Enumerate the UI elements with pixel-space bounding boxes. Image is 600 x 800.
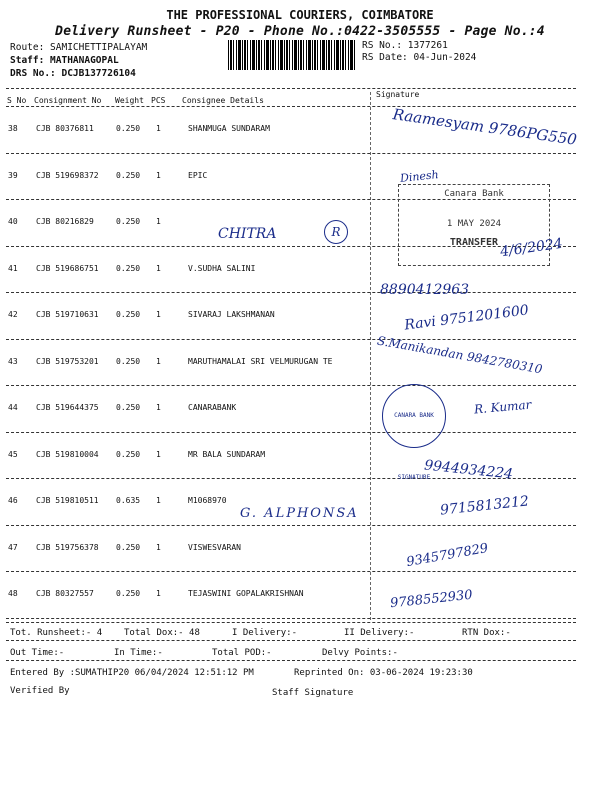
row-consignee: M1068970 bbox=[188, 496, 227, 505]
row-consignee: SHANMUGA SUNDARAM bbox=[188, 124, 270, 133]
signature-r48: 9788552930 bbox=[389, 587, 474, 612]
row-consignee: VISWESVARAN bbox=[188, 542, 241, 552]
col-consignee: Consignee Details bbox=[182, 96, 264, 105]
handwriting-r39-name: Dinesh bbox=[399, 168, 440, 185]
row-sno: 48 bbox=[8, 589, 18, 598]
row-weight: 0.250 bbox=[116, 542, 141, 552]
in-time: In Time:- bbox=[114, 648, 163, 658]
divider bbox=[6, 622, 576, 623]
i-delivery: I Delivery:- bbox=[232, 628, 298, 638]
signature-r40: 4/6/2024 bbox=[499, 235, 564, 261]
col-consignment: Consignment No bbox=[34, 96, 102, 105]
col-signature: Signature bbox=[376, 90, 420, 99]
row-divider bbox=[6, 618, 576, 619]
row-sno: 42 bbox=[8, 310, 18, 319]
row-sno: 40 bbox=[8, 217, 18, 226]
entered-by: Entered By :SUMATHIP20 06/04/2024 12:51:12 PM bbox=[10, 668, 254, 678]
divider bbox=[6, 88, 576, 89]
row-consignment: CJB 519810004 bbox=[36, 449, 99, 459]
row-weight: 0.250 bbox=[116, 310, 141, 319]
signature-r43: S.Manikandan 9842780310 bbox=[376, 333, 544, 377]
row-sno: 47 bbox=[8, 542, 18, 552]
company-name: THE PROFESSIONAL COURIERS, COIMBATORE bbox=[166, 8, 434, 22]
row-consignee: MARUTHAMALAI SRI VELMURUGAN TE bbox=[188, 356, 333, 366]
row-divider bbox=[6, 432, 576, 433]
row-consignment: CJB 80216829 bbox=[36, 217, 94, 226]
row-pcs: 1 bbox=[156, 217, 161, 226]
row-sno: 45 bbox=[8, 449, 18, 459]
row-pcs: 1 bbox=[156, 124, 161, 133]
rtn-dox: RTN Dox:- bbox=[462, 628, 511, 638]
row-weight: 0.250 bbox=[116, 403, 141, 412]
row-consignee: MR BALA SUNDARAM bbox=[188, 449, 266, 459]
out-time: Out Time:- bbox=[10, 648, 65, 658]
stamp-bank-name: Canara Bank bbox=[444, 189, 504, 199]
round-bank-stamp: CANARA BANK SIGNATURE bbox=[382, 384, 446, 448]
barcode bbox=[228, 40, 356, 70]
signature-r42: Ravi 9751201600 bbox=[403, 302, 530, 334]
row-pcs: 1 bbox=[156, 356, 161, 366]
row-pcs: 1 bbox=[156, 542, 161, 552]
row-weight: 0.250 bbox=[116, 449, 141, 459]
drs-number: DRS No.: DCJB137726104 bbox=[10, 68, 136, 79]
handwriting-r40-circle: R bbox=[324, 220, 348, 244]
handwriting-r40-name: CHITRA bbox=[218, 226, 277, 242]
row-sno: 43 bbox=[8, 356, 18, 366]
row-consignee: CANARABANK bbox=[188, 403, 237, 412]
col-weight: Weight bbox=[115, 96, 144, 105]
row-consignment: CJB 519810511 bbox=[36, 496, 99, 505]
divider bbox=[6, 660, 576, 661]
row-pcs: 1 bbox=[156, 170, 161, 180]
row-divider bbox=[6, 525, 576, 526]
handwriting-r46-name: G. ALPHONSA bbox=[240, 506, 359, 521]
row-pcs: 1 bbox=[156, 496, 161, 505]
runsheet-title: Delivery Runsheet - P20 - Phone No.:0422-3505555 - Page No.:4 bbox=[55, 24, 545, 39]
row-divider bbox=[6, 292, 576, 293]
row-consignment: CJB 519644375 bbox=[36, 403, 99, 412]
row-pcs: 1 bbox=[156, 263, 161, 273]
tot-runsheet: Tot. Runsheet:- 4 bbox=[10, 628, 103, 638]
row-consignee: EPIC bbox=[188, 170, 208, 180]
table-row bbox=[0, 527, 600, 567]
route-label: Route: SAMICHETTIPALAYAM bbox=[10, 42, 148, 53]
row-sno: 39 bbox=[8, 170, 18, 180]
row-consignment: CJB 80376811 bbox=[36, 124, 94, 133]
row-divider bbox=[6, 385, 576, 386]
row-weight: 0.250 bbox=[116, 170, 141, 180]
row-consignee: SIVARAJ LAKSHMANAN bbox=[188, 310, 275, 319]
verified-by: Verified By bbox=[10, 686, 70, 696]
signature-r47: 9345797829 bbox=[405, 540, 490, 571]
staff-signature: Staff Signature bbox=[272, 688, 354, 698]
staff-label: Staff: MATHANAGOPAL bbox=[10, 55, 119, 66]
stamp-date: 1 MAY 2024 bbox=[446, 219, 502, 229]
row-pcs: 1 bbox=[156, 310, 161, 319]
row-pcs: 1 bbox=[156, 589, 161, 598]
row-consignment: CJB 519756378 bbox=[36, 542, 99, 552]
rs-date: RS Date: 04-Jun-2024 bbox=[362, 52, 477, 63]
signature-r46: 9715813212 bbox=[439, 493, 530, 519]
row-pcs: 1 bbox=[156, 403, 161, 412]
row-consignment: CJB 519686751 bbox=[36, 263, 99, 273]
row-consignee: TEJASWINI GOPALAKRISHNAN bbox=[188, 589, 304, 598]
divider bbox=[6, 106, 576, 107]
col-pcs: PCS bbox=[151, 96, 166, 105]
stamp-transfer: TRANSFER bbox=[449, 237, 499, 248]
signature-r38: Raamesyam 9786PG550 bbox=[391, 105, 578, 149]
ii-delivery: II Delivery:- bbox=[344, 628, 415, 638]
signature-r44: R. Kumar bbox=[473, 397, 532, 417]
row-pcs: 1 bbox=[156, 449, 161, 459]
row-sno: 44 bbox=[8, 403, 18, 412]
signature-r41: 8890412963 bbox=[380, 282, 470, 298]
reprinted-on: Reprinted On: 03-06-2024 19:23:30 bbox=[294, 668, 473, 678]
row-consignment: CJB 80327557 bbox=[36, 589, 94, 598]
row-weight: 0.250 bbox=[116, 589, 141, 598]
row-sno: 38 bbox=[8, 124, 18, 133]
row-consignment: CJB 519698372 bbox=[36, 170, 99, 180]
delvy-points: Delvy Points:- bbox=[322, 648, 398, 658]
row-divider bbox=[6, 153, 576, 154]
row-weight: 0.250 bbox=[116, 217, 141, 226]
row-divider bbox=[6, 339, 576, 340]
row-consignment: CJB 519753201 bbox=[36, 356, 99, 366]
row-sno: 46 bbox=[8, 496, 18, 505]
total-dox: Total Dox:- 48 bbox=[124, 628, 200, 638]
row-weight: 0.250 bbox=[116, 356, 141, 366]
rs-number: RS No.: 1377261 bbox=[362, 40, 448, 51]
row-weight: 0.250 bbox=[116, 124, 141, 133]
row-sno: 41 bbox=[8, 263, 18, 273]
row-consignee: V.SUDHA SALINI bbox=[188, 263, 256, 273]
total-pod: Total POD:- bbox=[212, 648, 272, 658]
row-weight: 0.250 bbox=[116, 263, 141, 273]
table-row bbox=[0, 573, 600, 613]
row-consignment: CJB 519710631 bbox=[36, 310, 99, 319]
row-divider bbox=[6, 571, 576, 572]
row-weight: 0.635 bbox=[116, 496, 141, 505]
col-sno: S No bbox=[7, 96, 27, 105]
divider bbox=[6, 640, 576, 641]
signature-r45: 9944934224 bbox=[423, 457, 514, 483]
